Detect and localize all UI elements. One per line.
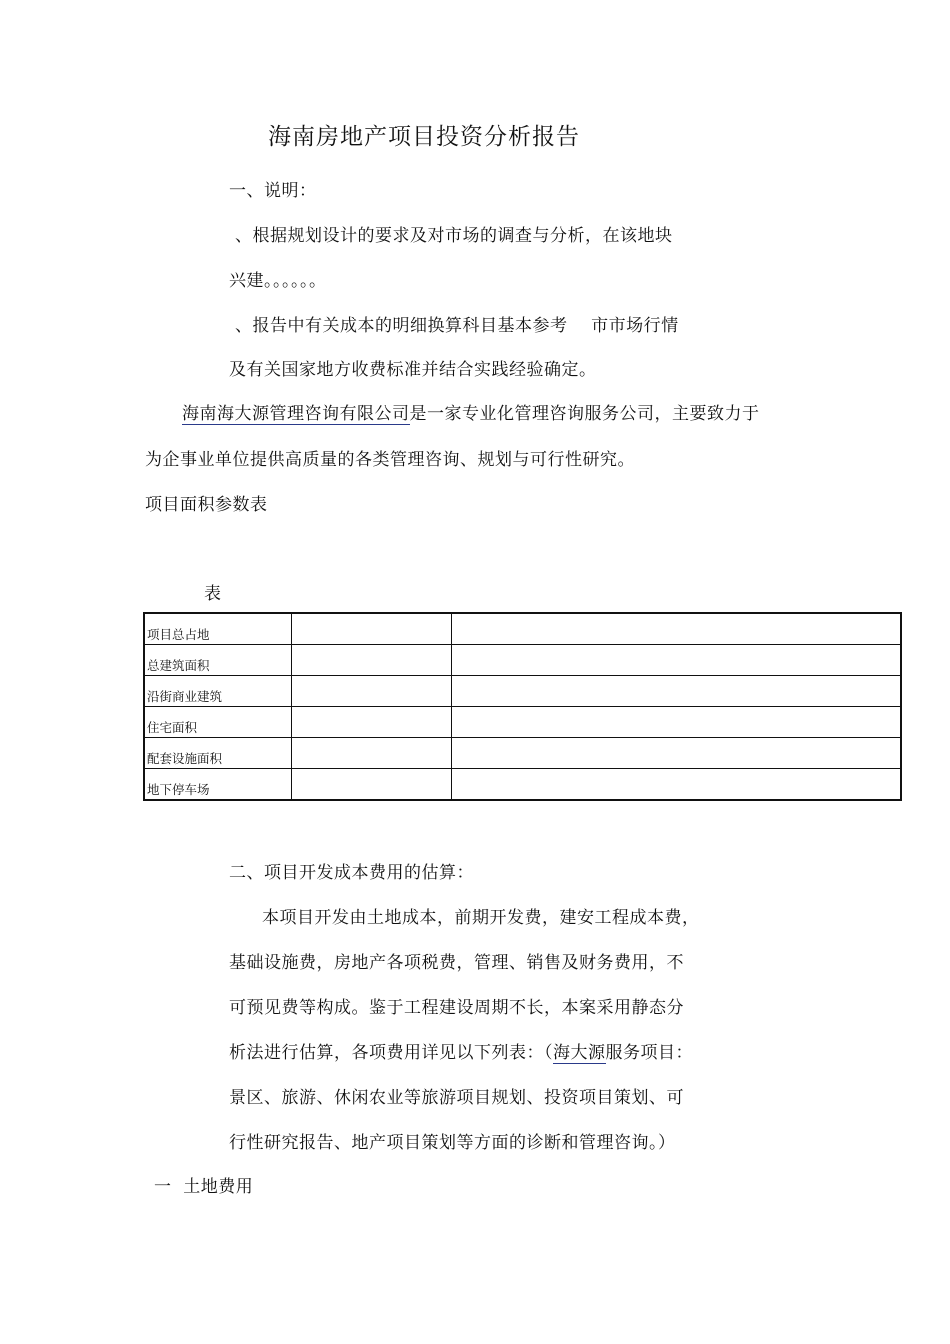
table-row [144,613,901,645]
company-paragraph-line1 [182,399,760,424]
subsection-land-cost: 一 土地费用 [154,1177,254,1197]
section1-heading: 一、说明： [229,181,317,201]
row-note [452,707,902,738]
table-row [144,738,901,769]
row-label: 总建筑面积 [144,645,292,676]
table-caption: 表 [204,584,221,604]
page-title: 海南房地产项目投资分析报告 [268,124,580,150]
row-value [292,613,452,645]
item2-line1: 、报告中有关成本的明细换算科目基本参考 市市场行情 [235,316,679,336]
section2-line6: 行性研究报告、地产项目策划等方面的诊断和管理咨询。） [229,1133,676,1153]
item1-line2: 兴建。。。。。。 [229,271,327,291]
item1-line1: 、根据规划设计的要求及对市场的调查与分析，在该地块 [235,226,673,246]
item2-line2: 及有关国家地方收费标准并结合实践经验确定。 [229,360,597,380]
row-label: 沿街商业建筑 [144,676,292,707]
row-note [452,769,902,801]
row-value [292,738,452,769]
area-parameter-table [143,612,902,801]
section2-line4 [229,1038,693,1063]
section2-line3: 可预见费等构成。鉴于工程建设周期不长，本案采用静态分 [229,998,684,1018]
section2-line4-suffix: 服务项目： [605,1043,693,1063]
section2-line4-prefix: 析法进行估算，各项费用详见以下列表：（ [229,1043,553,1063]
section2-line2: 基础设施费，房地产各项税费，管理、销售及财务费用，不 [229,953,684,973]
section2-heading: 二、项目开发成本费用的估算： [229,863,474,883]
section2-line1: 本项目开发由土地成本，前期开发费，建安工程成本费， [262,908,700,928]
row-value [292,676,452,707]
row-note [452,645,902,676]
table-row [144,645,901,676]
table-row [144,769,901,801]
table-row [144,707,901,738]
row-note [452,676,902,707]
section2-line5: 景区、旅游、休闲农业等旅游项目规划、投资项目策划、可 [229,1088,684,1108]
row-label: 配套设施面积 [144,738,292,769]
company-link[interactable]: 海南海大源管理咨询有限公司 [182,404,410,424]
row-value [292,645,452,676]
row-value [292,769,452,801]
company-line1-rest: 是一家专业化管理咨询服务公司，主要致力于 [409,404,760,424]
row-value [292,707,452,738]
row-label: 住宅面积 [144,707,292,738]
row-note [452,613,902,645]
row-label: 地下停车场 [144,769,292,801]
row-label: 项目总占地 [144,613,292,645]
row-note [452,738,902,769]
table-heading: 项目面积参数表 [145,495,268,515]
table-row [144,676,901,707]
haidayuan-link[interactable]: 海大源 [553,1043,606,1063]
company-paragraph-line2: 为企事业单位提供高质量的各类管理咨询、规划与可行性研究。 [145,450,635,470]
